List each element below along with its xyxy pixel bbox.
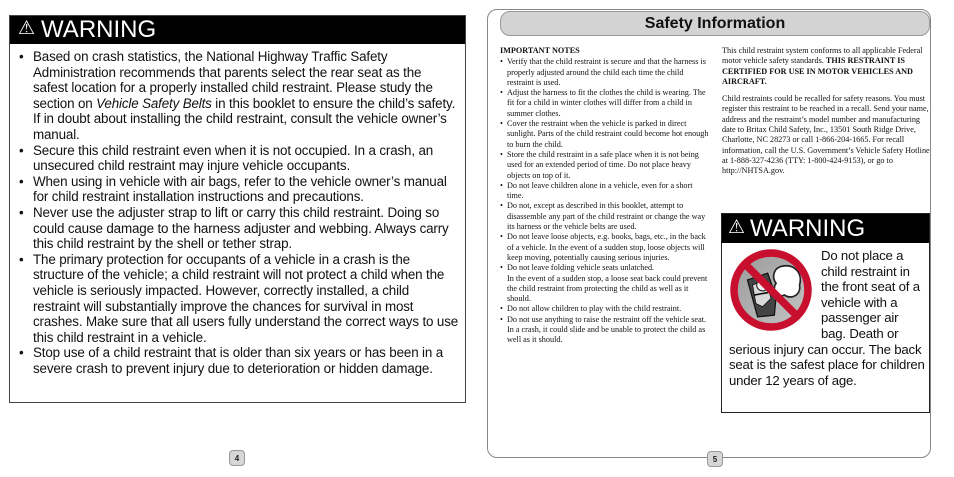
notes-list: [500, 57, 710, 273]
warning-header: [10, 16, 465, 44]
section-title: Safety Information: [500, 11, 930, 36]
note-item: • Do not, except as described in this booklet, attempt to disassemble any part of the child restraint or change the way its harness or the vehicle belts are used.: [500, 201, 710, 232]
warning-header: [722, 214, 929, 243]
note-item: • Do not leave children alone in a vehicle, even for a short time.: [500, 181, 710, 202]
important-notes-column: [500, 46, 710, 346]
airbag-warning-body: [722, 243, 929, 388]
warning-bullet: • When using in vehicle with air bags, refer to the vehicle owner’s manual for child restraint installation instructions and precautions.: [10, 174, 465, 205]
left-warning-box: [9, 15, 466, 403]
conformance-paragraph: This child restraint system conforms to all applicable Federal motor vehicle safety standards. THIS RESTRAINT IS CERTIFIED FOR USE IN MOTOR VEHICLES AND AIRCRAFT.: [722, 46, 923, 86]
no-front-seat-prohibition-icon: [729, 248, 813, 332]
airbag-warning-text: Do not place a child restraint in the front seat of a vehicle with a passenger air bag. Death or serious injury can occur. The back seat is the safest place for children under 12 years of age.: [729, 248, 925, 388]
airbag-warning-box: [721, 213, 930, 413]
note-item: • Do not allow children to play with the child restraint.: [500, 304, 710, 314]
note-item: • Do not leave folding vehicle seats unlatched.: [500, 263, 710, 273]
warning-triangle-icon: ⚠: [728, 217, 746, 238]
notes-heading: IMPORTANT NOTES: [500, 46, 580, 55]
note-continuation: In the event of a sudden stop, a loose seat back could prevent the child restraint from protecting the child as well as it should.: [507, 273, 708, 304]
warning-title: WARNING: [41, 16, 157, 43]
warning-bullet: • Based on crash statistics, the National Highway Traffic Safety Administration recommends that parents select the rear seat as the safest location for a properly installed child restraint. Please study the section on Vehicle Safety Belts in this booklet to ensure the child’s safety. If in doubt about installing the child restraint, consult the vehicle owner’s manual.: [10, 49, 465, 143]
warning-bullet-list: [10, 49, 465, 376]
page-number-right: 5: [707, 451, 723, 467]
warning-title: WARNING: [750, 214, 866, 242]
warning-bullet: • The primary protection for occupants of a vehicle in a crash is the structure of the vehicle; a child restraint will not protect a child when the vehicle is seriously impacted. However, correctly installed, a child restraint will substantially improve the chances for survival in most crashes. Make sure that all users fully understand the correct ways to use this child restraint in a vehicle.: [10, 252, 465, 346]
note-item: • Store the child restraint in a safe place when it is not being used for an extended period of time. Do not place heavy objects on top of it.: [500, 150, 710, 181]
page-number-left: 4: [229, 450, 245, 466]
note-item: • Cover the restraint when the vehicle is parked in direct sunlight. Parts of the child restraint could become hot enough to burn the child.: [500, 119, 710, 150]
warning-bullet: • Secure this child restraint even when it is not occupied. In a crash, an unsecured child restraint may injure vehicle occupants.: [10, 143, 465, 174]
warning-bullet: • Never use the adjuster strap to lift or carry this child restraint. Doing so could cause damage to the harness adjuster and webbing. Always carry this child restraint by the shell or tether strap.: [10, 205, 465, 252]
warning-triangle-icon: ⚠: [18, 18, 36, 39]
warning-bullet: • Stop use of a child restraint that is older than six years or has been in a severe crash to prevent injury due to deterioration or hidden damage.: [10, 345, 465, 376]
certification-column: [722, 46, 931, 184]
note-item: • Adjust the harness to fit the clothes the child is wearing. The fit for a child in winter clothes will differ from a child in summer clothes.: [500, 88, 710, 119]
note-item: • Do not use anything to raise the restraint off the vehicle seat. In a crash, it could slide and be unable to protect the child as well as it should.: [500, 315, 710, 346]
note-item: • Do not leave loose objects, e.g. books, bags, etc., in the back of a vehicle. In the event of a sudden stop, loose objects will keep moving, potentially causing serious injuries.: [500, 232, 710, 263]
recall-paragraph: Child restraints could be recalled for safety reasons. You must register this restraint to be reached in a recall. Send your name, address and the restraint’s model number and manufacturing date to Britax Child Safety, Inc., 13501 South Ridge Drive, Charlotte, NC 28273 or call 1-866-204-1665. For recall information, call the U.S. Government’s Vehicle Safety Hotline at 1-888-327-4236 (TTY: 1-800-424-9153), or go to http://NHTSA.gov.: [722, 94, 930, 176]
note-item: • Verify that the child restraint is secure and that the harness is properly adjusted around the child each time the child restraint is used.: [500, 57, 710, 88]
notes-list-continued: [500, 304, 710, 345]
